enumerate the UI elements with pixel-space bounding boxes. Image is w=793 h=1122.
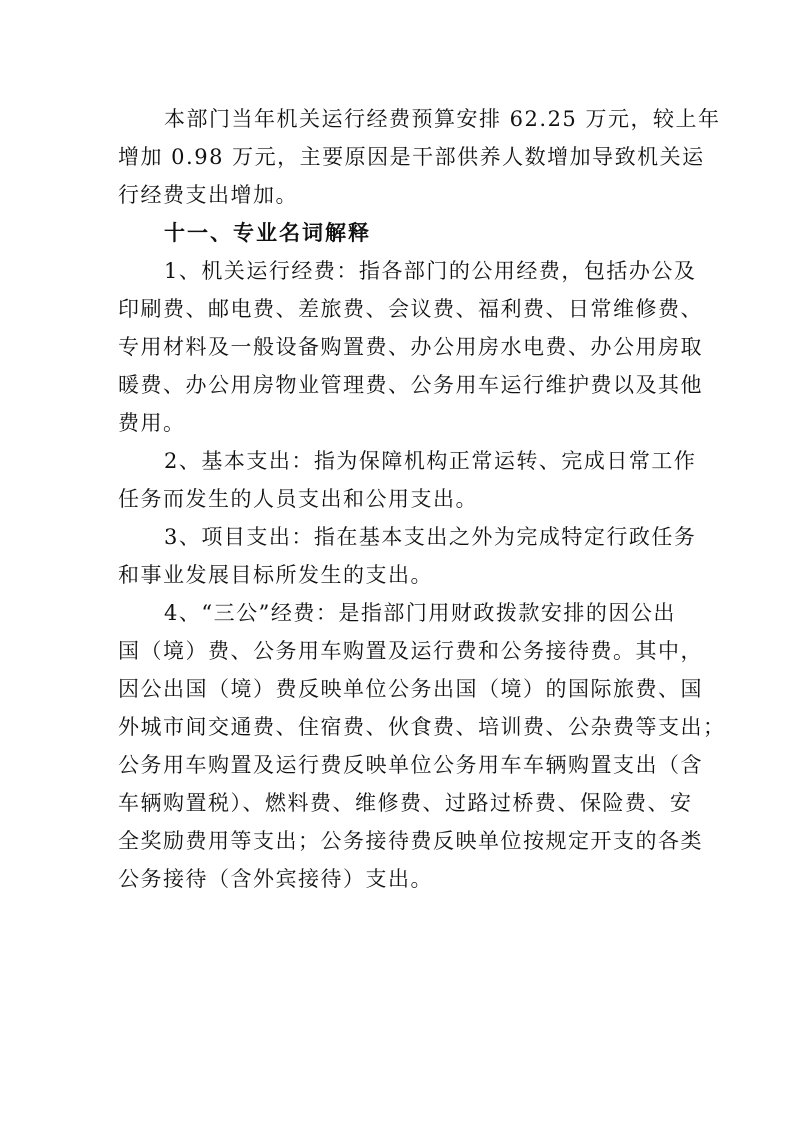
- budget-paragraph: [118, 100, 721, 214]
- term-definition-3: [118, 518, 697, 594]
- paragraph-line: 行经费支出增加。: [118, 183, 298, 207]
- paragraph-line: 任务而发生的人员支出和公用支出。: [118, 487, 478, 511]
- paragraph-line: 公务用车购置及运行费反映单位公务用车车辆购置支出（含: [118, 753, 703, 777]
- paragraph-line: 印刷费、邮电费、差旅费、会议费、福利费、日常维修费、: [118, 297, 703, 321]
- paragraph-line: 1、机关运行经费：指各部门的公用经费，包括办公及: [164, 259, 697, 283]
- paragraph-line: 因公出国（境）费反映单位公务出国（境）的国际旅费、国: [118, 677, 703, 701]
- paragraph-line: 2、基本支出：指为保障机构正常运转、完成日常工作: [164, 449, 697, 473]
- paragraph-line: 3、项目支出：指在基本支出之外为完成特定行政任务: [164, 525, 697, 549]
- paragraph-line: 本部门当年机关运行经费预算安排 62.25 万元，较上年: [164, 107, 721, 131]
- paragraph-line: 国（境）费、公务用车购置及运行费和公务接待费。其中，: [118, 639, 703, 663]
- paragraph-line: 费用。: [118, 411, 186, 435]
- paragraph-line: 4、“三公”经费：是指部门用财政拨款安排的因公出: [164, 601, 676, 625]
- document-body: [118, 100, 726, 898]
- paragraph-line: 车辆购置税）、燃料费、维修费、过路过桥费、保险费、安: [118, 791, 693, 815]
- term-definition-4: [118, 594, 726, 898]
- paragraph-line: 增加 0.98 万元，主要原因是干部供养人数增加导致机关运: [118, 145, 705, 169]
- paragraph-line: 和事业发展目标所发生的支出。: [118, 563, 433, 587]
- paragraph-line: 全奖励费用等支出；公务接待费反映单位按规定开支的各类: [118, 829, 703, 853]
- section-heading: 十一、专业名词解释: [164, 221, 371, 245]
- paragraph-line: 公务接待（含外宾接待）支出。: [118, 867, 433, 891]
- paragraph-line: 暖费、办公用房物业管理费、公务用车运行维护费以及其他: [118, 373, 703, 397]
- paragraph-line: 专用材料及一般设备购置费、办公用房水电费、办公用房取: [118, 335, 703, 359]
- term-definition-2: [118, 442, 697, 518]
- term-definition-1: [118, 252, 703, 442]
- paragraph-line: 外城市间交通费、住宿费、伙食费、培训费、公杂费等支出；: [118, 715, 726, 739]
